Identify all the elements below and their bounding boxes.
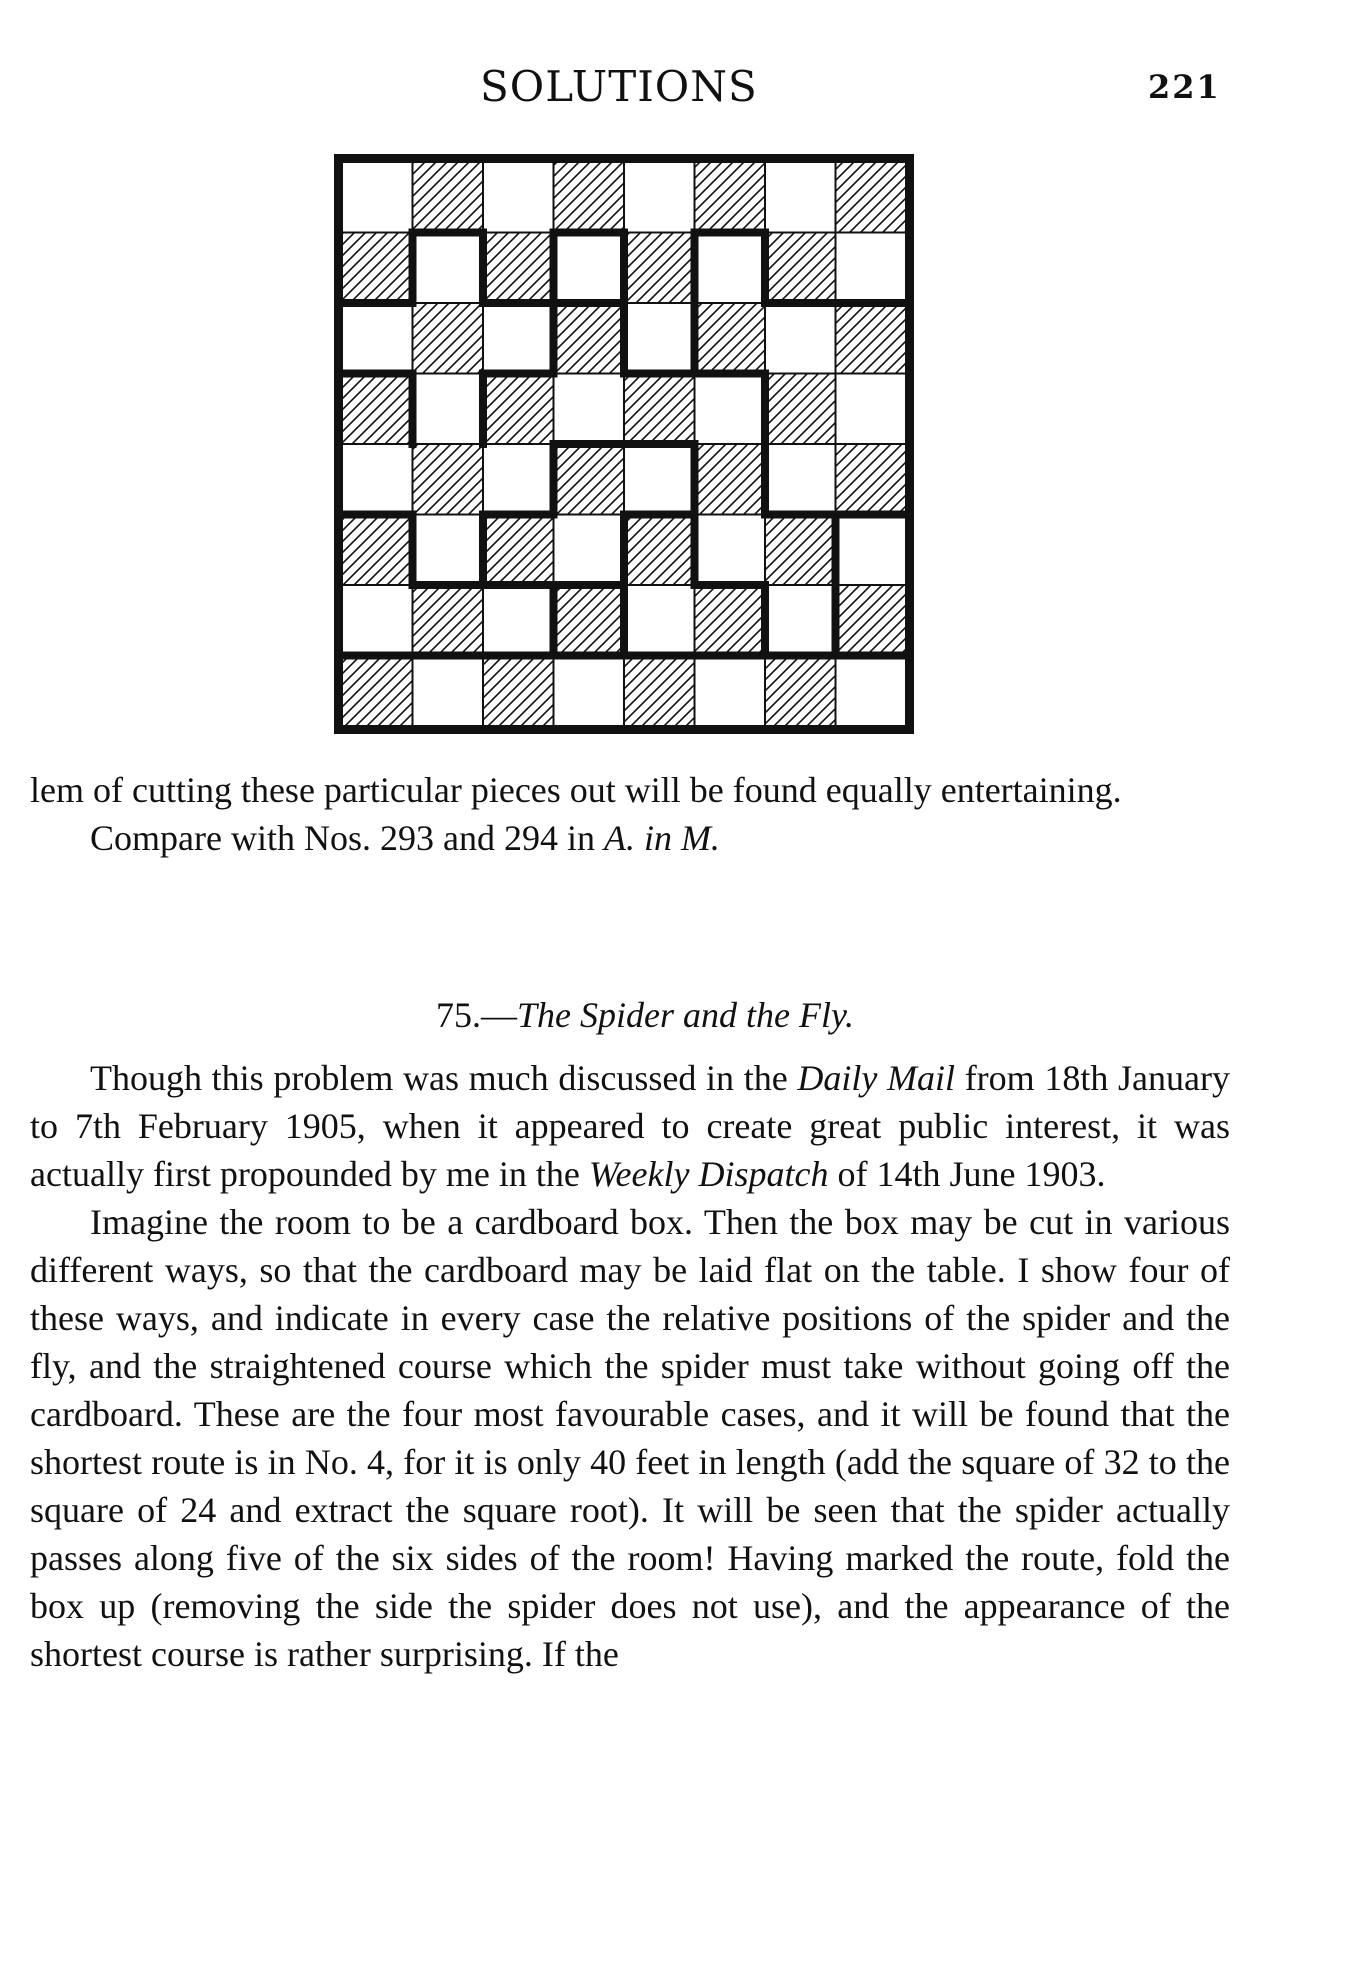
shaded-square	[695, 303, 766, 374]
shaded-square	[765, 656, 836, 727]
shaded-square	[483, 374, 554, 445]
body-text	[30, 1054, 1230, 1678]
shaded-square	[624, 233, 695, 304]
white-square	[695, 374, 766, 445]
continuation-text: lem of cutting these particular pieces out will be found equally entertaining.	[30, 770, 1122, 810]
white-square	[483, 585, 554, 656]
shaded-square	[695, 162, 766, 233]
compare-prefix: Compare with Nos. 293 and 294 in	[90, 818, 604, 858]
white-square	[695, 233, 766, 304]
section-number: 75.—	[436, 995, 518, 1035]
paragraph-2: Imagine the room to be a cardboard box. Then the box may be cut in various different ways, so that the cardboard may be laid flat on the table. I show four of these ways, and indicate in every case the relative positions of the spider and the fly, and the straightened course which the spider must take without going off the cardboard. These are the four most favourable cases, and it will be found that the shortest route is in No. 4, for it is only 40 feet in length (add the square of 32 to the square of 24 and extract the square root). It will be seen that the spider actually passes along five of the six sides of the room! Having marked the route, fold the box up (removing the side the spider does not use), and the appearance of the shortest course is rather surprising. If the	[30, 1202, 1230, 1674]
white-square	[624, 303, 695, 374]
running-head	[0, 62, 1352, 122]
shaded-square	[342, 656, 413, 727]
shaded-square	[413, 303, 484, 374]
shaded-square	[342, 515, 413, 586]
shaded-square	[413, 585, 484, 656]
compare-line	[30, 814, 1230, 862]
shaded-square	[624, 656, 695, 727]
white-square	[413, 374, 484, 445]
weekly-dispatch-title: Weekly Dispatch	[588, 1154, 829, 1194]
shaded-square	[695, 585, 766, 656]
white-square	[483, 444, 554, 515]
white-square	[413, 233, 484, 304]
shaded-square	[765, 374, 836, 445]
white-square	[413, 515, 484, 586]
compare-reference: A. in M.	[603, 818, 720, 858]
shaded-square	[695, 444, 766, 515]
white-square	[765, 162, 836, 233]
shaded-square	[554, 444, 625, 515]
white-square	[554, 374, 625, 445]
shaded-square	[554, 585, 625, 656]
white-square	[483, 162, 554, 233]
white-square	[765, 444, 836, 515]
shaded-square	[483, 233, 554, 304]
white-square	[342, 585, 413, 656]
running-title: SOLUTIONS	[480, 62, 758, 111]
white-square	[554, 233, 625, 304]
shaded-square	[836, 444, 907, 515]
white-square	[342, 162, 413, 233]
white-square	[554, 656, 625, 727]
continuation-paragraph	[30, 766, 1230, 862]
shaded-square	[342, 233, 413, 304]
white-square	[836, 374, 907, 445]
white-square	[765, 585, 836, 656]
shaded-square	[483, 656, 554, 727]
white-square	[836, 656, 907, 727]
white-square	[342, 303, 413, 374]
section-heading	[0, 994, 1290, 1036]
shaded-square	[342, 374, 413, 445]
white-square	[413, 656, 484, 727]
shaded-square	[624, 515, 695, 586]
shaded-square	[624, 374, 695, 445]
white-square	[342, 444, 413, 515]
shaded-square	[765, 233, 836, 304]
white-square	[624, 585, 695, 656]
white-square	[836, 515, 907, 586]
paragraph-1	[30, 1054, 1230, 1198]
shaded-square	[413, 444, 484, 515]
shaded-square	[554, 162, 625, 233]
para1-part-b: from 18th January to 7th February 1905, when it appeared to create great public interest, it was actually first propounded by me in the	[30, 1058, 1230, 1194]
shaded-square	[765, 515, 836, 586]
white-square	[624, 444, 695, 515]
white-square	[554, 515, 625, 586]
page-number: 221	[1148, 68, 1221, 106]
shaded-square	[413, 162, 484, 233]
para1-part-a: Though this problem was much discussed in the	[90, 1058, 798, 1098]
section-title: The Spider and the Fly.	[517, 995, 854, 1035]
daily-mail-title: Daily Mail	[797, 1058, 956, 1098]
chessboard-diagram	[334, 154, 914, 734]
white-square	[483, 303, 554, 374]
white-square	[624, 162, 695, 233]
white-square	[765, 303, 836, 374]
shaded-square	[836, 162, 907, 233]
shaded-square	[483, 515, 554, 586]
white-square	[836, 233, 907, 304]
para1-part-c: of 14th June 1903.	[828, 1154, 1106, 1194]
shaded-square	[836, 585, 907, 656]
chessboard-figure	[334, 154, 914, 734]
shaded-square	[554, 303, 625, 374]
white-square	[695, 656, 766, 727]
white-square	[695, 515, 766, 586]
shaded-square	[836, 303, 907, 374]
